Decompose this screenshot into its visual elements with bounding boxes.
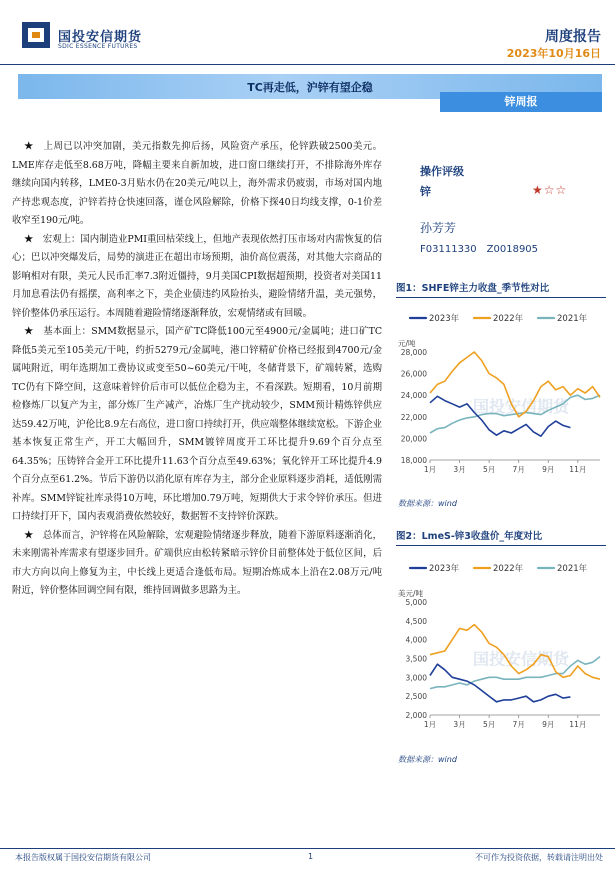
y-tick-label: 20,000 <box>400 434 427 444</box>
x-tick-label: 11月 <box>569 720 587 729</box>
legend-label: 2021年 <box>557 314 588 324</box>
x-tick-label: 1月 <box>423 720 437 729</box>
y-tick-label: 3,500 <box>405 654 427 664</box>
operation-rating-title: 操作评级 <box>420 165 464 178</box>
legend-label: 2021年 <box>557 564 588 574</box>
figure-2-source: 数据来源：wind <box>398 755 457 764</box>
report-body <box>12 138 382 601</box>
report-type: 周度报告 <box>545 29 601 45</box>
footer-copyright: 本报告版权属于国投安信期货有限公司 <box>15 853 151 862</box>
y-axis-unit: 元/吨 <box>398 339 416 348</box>
report-date: 2023年10月16日 <box>506 47 601 60</box>
figure-1-title: 图1：SHFE锌主力收盘_季节性对比 <box>396 280 606 298</box>
y-tick-label: 4,500 <box>405 616 427 626</box>
y-tick-label: 2,500 <box>405 692 427 702</box>
rating-commodity: 锌 <box>420 185 431 198</box>
x-tick-label: 3月 <box>453 465 466 474</box>
figure-2-chart <box>396 560 606 735</box>
x-tick-label: 3月 <box>453 720 466 729</box>
legend-label: 2023年 <box>429 314 460 324</box>
footer-disclaimer: 不可作为投资依据，转载请注明出处 <box>475 853 603 862</box>
y-tick-label: 5,000 <box>405 598 427 607</box>
body-paragraph-2: ★ 宏观上：国内制造业PMI重回枯荣线上，但地产表现依然打压市场对内需恢复的信心；巴以冲突爆发后，局势的演进正在超出市场预期，油价高位震荡，对其他大宗商品的影响相对有限，美元人民币汇率7.3附近僵持，9月美国CPI数据超预期，投资者对美国11月加息看法仍有摇摆，高利率之下，美企业债违约风险抬头，避险情绪升温，美元强势，锌价整体仍承压运行。本周随着避险情绪逐渐释放，宏观情绪或有回暖。 <box>12 233 382 319</box>
company-logo-icon <box>22 22 50 48</box>
series-line-2023年 <box>430 664 570 702</box>
footer-divider <box>0 848 615 849</box>
chart-watermark: 国投安信期货 <box>472 397 570 416</box>
legend-label: 2022年 <box>493 564 524 574</box>
page-number: 1 <box>308 852 314 861</box>
y-tick-label: 18,000 <box>400 456 427 465</box>
y-tick-label: 22,000 <box>400 412 427 422</box>
analyst-license-ids: F03111330 Z0018905 <box>420 244 539 255</box>
x-tick-label: 7月 <box>512 465 525 474</box>
y-tick-label: 3,000 <box>405 673 427 683</box>
company-logo-text: 国投安信期货 <box>58 30 143 45</box>
x-tick-label: 7月 <box>512 720 525 729</box>
y-tick-label: 2,000 <box>405 711 427 720</box>
y-tick-label: 28,000 <box>400 348 427 357</box>
analyst-name: 孙芳芳 <box>420 221 457 235</box>
x-tick-label: 11月 <box>569 465 587 474</box>
y-axis-unit: 美元/吨 <box>398 589 424 598</box>
x-tick-label: 9月 <box>542 720 555 729</box>
company-logo-en: SDIC ESSENCE FUTURES <box>58 43 138 50</box>
body-paragraph-4: ★ 总体而言，沪锌将在风险解除，宏观避险情绪逐步释放，随着下游原料逐渐消化，未来刚需补库需求有望逐步回升。矿端供应由松转紧暗示锌价目前整体处于低位区间，后市大方向以向上修复为主，中长线上更适合逢低布局。短期冶炼成本上沿在2.08万元/吨附近，锌价整体回调空间有限，维持回调做多思路为主。 <box>12 529 382 596</box>
y-tick-label: 4,000 <box>405 635 427 645</box>
y-tick-label: 26,000 <box>400 369 427 379</box>
report-title: TC再走低，沪锌有望企稳 <box>247 81 373 94</box>
rating-row <box>420 183 600 199</box>
figure-2-title: 图2：LmeS-锌3收盘价_年度对比 <box>396 528 606 546</box>
legend-label: 2022年 <box>493 314 524 324</box>
figure-1-source: 数据来源：wind <box>398 499 457 508</box>
x-tick-label: 5月 <box>482 465 496 474</box>
header-divider <box>0 64 615 65</box>
x-tick-label: 9月 <box>542 465 555 474</box>
x-tick-label: 1月 <box>423 465 437 474</box>
x-tick-label: 5月 <box>482 720 496 729</box>
legend-label: 2023年 <box>429 564 460 574</box>
figure-1-chart <box>396 310 606 480</box>
chart-watermark: 国投安信期货 <box>472 649 570 669</box>
body-paragraph-1: ★ 上周已以冲突加剧，美元指数先抑后扬，风险资产承压，伦锌跌破2500美元。LME库存走低至8.68万吨，降幅主要来自新加坡，进口窗口继续打开，不排除海外库存继续向国内转移，LME0-3月贴水仍在20美元/吨以上，海外需求仍疲弱，市场对国内地产持悲观态度，沪锌若持仓快速回落，谨仓风险解除，价格下探40日均线支撑，0-1价差收窄至190元/吨。 <box>12 141 382 226</box>
report-category-tab: 锌周报 <box>440 92 602 112</box>
body-paragraph-3: ★ 基本面上：SMM数据显示，国产矿TC降低100元至4900元/金属吨；进口矿TC降低5美元至105美元/干吨，约折5279元/金属吨，港口锌精矿价格已经报到4700元/金属吨附近，明年选期加工费协议或变至50~60美元/干吨，冬储背景下，矿端转紧，选购TC仍有下降空间，这意味着锌价后市可以低位企稳为主，不看深跌。短期看，10月前期检修炼厂以复产为主，部分炼厂生产减产，冶炼厂生产扰动较少，SMM预计精炼锌供应达59.42万吨，沪伦比8.9左右高位，进口窗口持续打开，供应端整体继续宽松。下游企业基本恢复正常生产，开工大幅回升，SMM镀锌周度开工环比提升9.69个百分点至64.35%；压铸锌合金开工环比提升11.63个百分点至49.63%；氧化锌开工环比提升4.9个百分点至61.2%。节后下游仍以消化原有库存为主，部分企业原料逐步消耗，适低刚需补库。SMM锌锭社库录得10万吨，环比增加0.79万吨，短期供大于求令锌价承压。但进口持续打开下，国内表观消费依然较好，数据暂不支持锌价深跌。 <box>12 326 382 522</box>
y-tick-label: 24,000 <box>400 391 427 401</box>
rating-stars: ★☆☆ <box>532 183 568 197</box>
